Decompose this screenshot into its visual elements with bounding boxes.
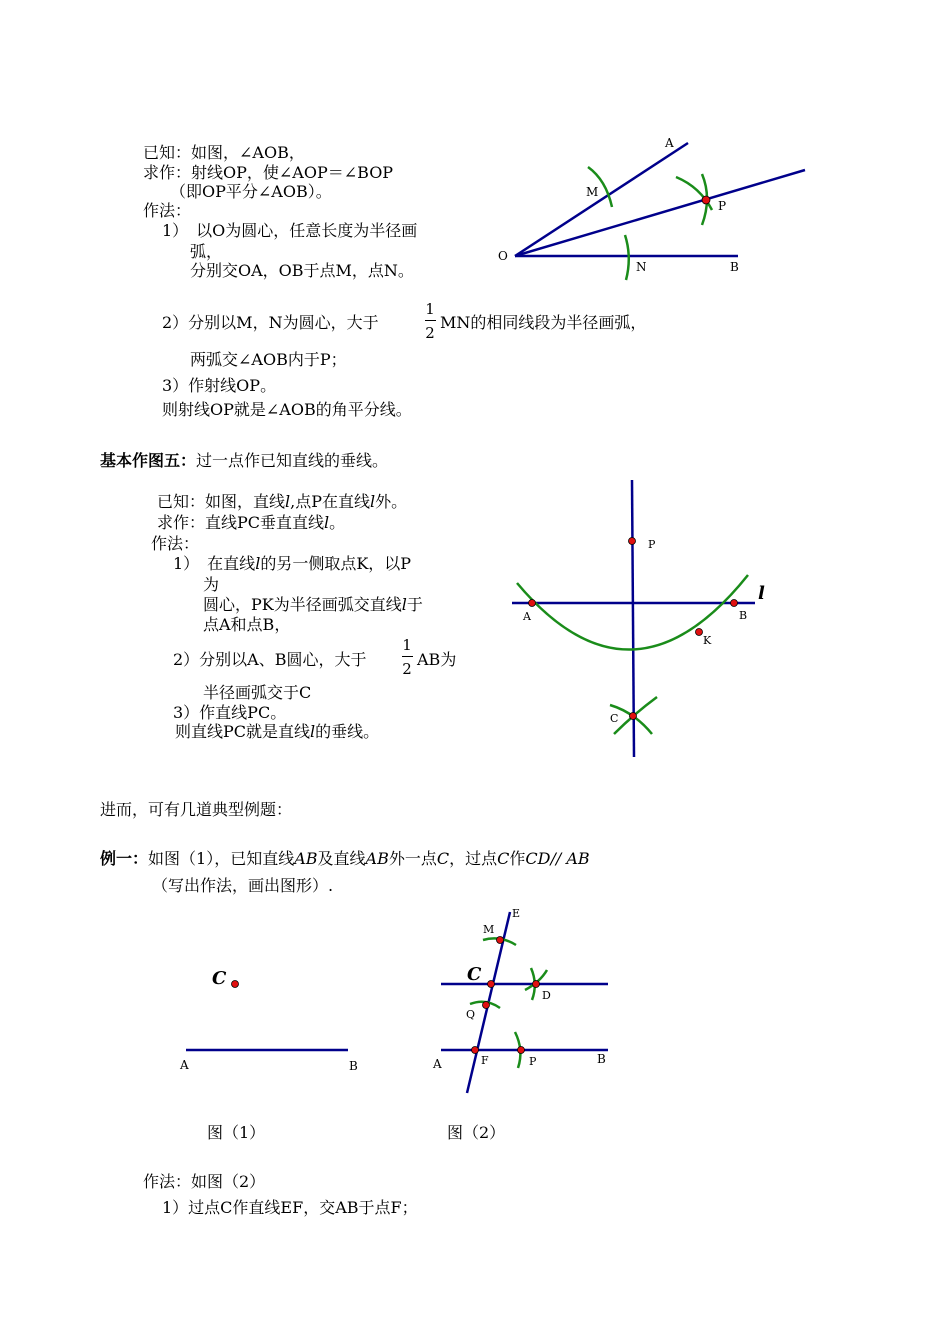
point-Q	[483, 1002, 490, 1009]
s2-known-l2: l	[370, 492, 376, 511]
fraction-denominator: 2	[425, 324, 435, 342]
s2-step1c-pre: 圆心，PK为半径画弧交直线	[203, 595, 402, 614]
example1-text-mid2: 外一点	[388, 849, 437, 868]
label-Q: Q	[466, 1008, 476, 1021]
s2-method: 作法：	[151, 534, 200, 553]
step3-line: 3）作射线OP。	[162, 376, 277, 395]
example1-text-mid1: 及直线	[317, 849, 366, 868]
s2-step2-post: AB为	[417, 650, 457, 669]
label-E: E	[512, 907, 521, 920]
section2-heading-rest: 过一点作已知直线的垂线。	[196, 451, 389, 470]
caption-figure-1: 图（1）	[207, 1123, 266, 1142]
example1-C-1: C	[436, 849, 450, 868]
example1-note: （写出作法，画出图形）.	[152, 876, 334, 895]
task-note: （即OP平分∠AOB）。	[170, 182, 332, 201]
example1-text-mid3: ，过点	[449, 849, 498, 868]
s2-step1c-l: l	[401, 595, 407, 614]
label-M: M	[483, 923, 495, 936]
label-P: P	[529, 1055, 537, 1068]
example1-AB-2: AB	[365, 849, 389, 868]
s2-step1d: 点A和点B，	[203, 615, 291, 634]
s2-conclusion-pre: 则直线PC就是直线	[175, 722, 311, 741]
s2-task-post: 。	[329, 513, 346, 532]
label-O: O	[498, 249, 508, 263]
s2-task-pre: 求作：直线PC垂直直线	[157, 513, 325, 532]
label-A: A	[180, 1058, 189, 1072]
s2-step2b: 半径画弧交于C	[203, 683, 312, 702]
s2-known-pre: 已知：如图，直线	[157, 492, 286, 511]
label-C: C	[212, 968, 227, 989]
example1-text-mid4: 作	[509, 849, 526, 868]
intro-line: 进而，可有几道典型例题：	[100, 800, 293, 819]
label-A: A	[523, 610, 531, 623]
s2-step1-pre: 1） 在直线	[173, 554, 256, 573]
s2-known-post: 外。	[375, 492, 408, 511]
example1-step1: 1）过点C作直线EF，交AB于点F；	[162, 1198, 418, 1217]
label-B: B	[597, 1052, 606, 1066]
step1-line-c: 分别交OA，OB于点M，点N。	[190, 261, 414, 280]
step2-line-post: MN的相同线段为半径画弧，	[440, 313, 647, 332]
fraction-numerator: 1	[425, 300, 435, 318]
s2-step1b: 为	[203, 575, 220, 594]
step2-line-pre: 2）分别以M，N为圆心，大于	[162, 313, 379, 332]
step1-line-b: 弧，	[190, 242, 223, 261]
example1-C-2: C	[497, 849, 510, 868]
label-B: B	[730, 260, 739, 274]
step2-line-b: 两弧交∠AOB内于P；	[190, 350, 347, 369]
label-K: K	[703, 634, 712, 647]
s2-known-mid: ,点P在直线	[290, 492, 370, 511]
s2-fraction-numerator: 1	[402, 636, 412, 654]
label-B: B	[349, 1059, 358, 1073]
label-A: A	[433, 1057, 442, 1071]
task-line: 求作：射线OP，使∠AOP＝∠BOP	[143, 163, 394, 182]
s2-fraction-denominator: 2	[402, 660, 412, 678]
method-label: 作法：	[143, 201, 192, 220]
example1-heading: 例一：	[100, 849, 149, 868]
s2-step1-post: 的另一侧取点K，以P	[260, 554, 412, 573]
s2-conclusion-l: l	[310, 722, 316, 741]
label-l: l	[758, 583, 765, 604]
label-P: P	[648, 538, 656, 551]
label-N: N	[636, 260, 647, 274]
label-A: A	[665, 136, 674, 150]
example1-method: 作法：如图（2）	[143, 1172, 266, 1191]
point-P	[518, 1047, 525, 1054]
conclusion-line: 则射线OP就是∠AOB的角平分线。	[162, 400, 412, 419]
label-B: B	[739, 609, 748, 622]
known-line: 已知：如图，∠AOB，	[143, 143, 305, 162]
label-D: D	[542, 989, 551, 1002]
example1-AB-1: AB	[294, 849, 318, 868]
s2-step2-pre: 2）分别以A、B圆心，大于	[173, 650, 367, 669]
s2-task-l: l	[324, 513, 330, 532]
s2-step3: 3）作直线PC。	[173, 703, 287, 722]
example1-CD-AB: CD// AB	[525, 849, 590, 868]
label-M: M	[586, 185, 599, 199]
label-F: F	[481, 1054, 489, 1067]
caption-figure-2: 图（2）	[447, 1123, 506, 1142]
s2-step1c-post: 于	[406, 595, 423, 614]
point-M	[497, 937, 504, 944]
step1-line-a: 1） 以O为圆心，任意长度为半径画	[162, 221, 418, 240]
s2-step1-l: l	[255, 554, 261, 573]
point-F	[472, 1047, 479, 1054]
s2-conclusion-post: 的垂线。	[315, 722, 380, 741]
section2-heading-bold: 基本作图五：	[100, 451, 197, 470]
s2-known-l: l	[285, 492, 291, 511]
point-D	[533, 981, 540, 988]
example1-text-pre: 如图（1），已知直线	[148, 849, 295, 868]
point-C	[488, 981, 495, 988]
label-C: C	[610, 712, 619, 725]
label-P: P	[718, 199, 727, 213]
label-C: C	[467, 964, 482, 985]
